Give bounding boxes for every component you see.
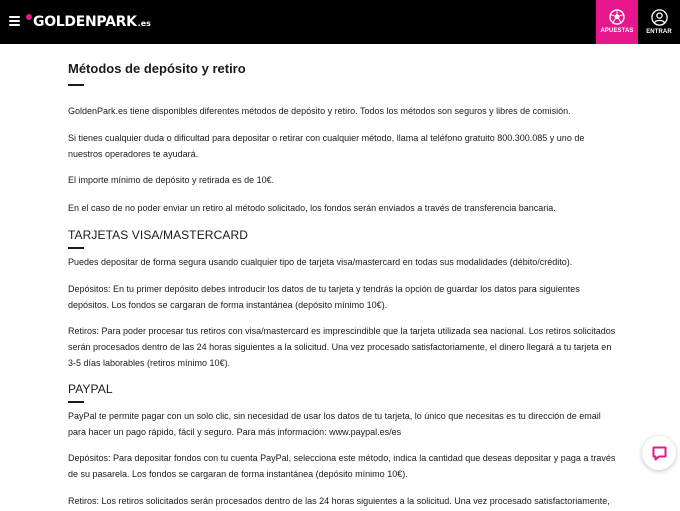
- menu-icon[interactable]: [9, 15, 21, 27]
- intro-paragraph: El importe mínimo de depósito y retirada es de 10€.: [68, 175, 275, 185]
- section-paragraph: Depósitos: Para depositar fondos con tu cuenta PayPal, selecciona este método, indica la cantidad que deseas depositar y paga a través de su pasarela. Los fondos se cargaran de forma instantánea (depósito mínimo 10€).: [68, 453, 616, 479]
- bets-label: APUESTAS: [600, 28, 634, 34]
- section-paragraph: Depósitos: En tu primer depósito debes introducir los datos de tu tarjeta y tendrás la opción de guardar los datos para siguientes depósitos. Los fondos se cargaran de forma instantánea (depósito mínimo 10€).: [68, 284, 580, 310]
- top-header: [0, 0, 680, 44]
- section-divider: [68, 401, 84, 403]
- soccer-ball-icon: [609, 9, 625, 25]
- user-icon: [651, 9, 668, 26]
- intro-paragraph: GoldenPark.es tiene disponibles diferentes métodos de depósito y retiro. Todos los métodos son seguros y libres de comisión.: [68, 106, 571, 116]
- logo-name: GOLDENPARK: [33, 14, 137, 30]
- section-paragraph: PayPal te permite pagar con un solo clic, sin necesidad de usar los datos de tu tarjeta, lo único que necesitas es tu dirección de email para hacer un pago rápido, fácil y seguro. Para más información: www.paypal.es/es: [68, 411, 601, 437]
- title-divider: [68, 84, 84, 86]
- chat-button[interactable]: [642, 436, 676, 470]
- section-paragraph: Retiros: Para poder procesar tus retiros con visa/mastercard es imprescindible que la tarjeta utilizada sea nacional. Los retiros solicitados serán procesados dentro de las 24 horas siguientes a la solicitud. Una vez procesado satisfactoriamente, el dinero llegará a tu tarjeta en 3-5 días laborables (retiros mínimo 10€).: [68, 326, 616, 368]
- logo-dot: [26, 14, 32, 20]
- login-label: ENTRAR: [646, 29, 672, 35]
- intro-paragraph: Si tienes cualquier duda o dificultad para depositar o retirar con cualquier método, llama al teléfono gratuito 800.300.085 y uno de nuestros operadores te ayudará.: [68, 133, 585, 159]
- section-paragraph: Retiros: Los retiros solicitados serán procesados dentro de las 24 horas siguientes a la solicitud. Una vez procesado satisfactoriamente,: [68, 496, 610, 506]
- chat-icon: [651, 445, 668, 462]
- intro-paragraph: En el caso de no poder enviar un retiro al método solicitado, los fondos serán enviados a través de transferencia bancaria.: [68, 203, 556, 213]
- section-heading-paypal: PAYPAL: [68, 382, 113, 396]
- logo-tld: .es: [137, 19, 151, 28]
- section-paragraph: Puedes depositar de forma segura usando cualquier tipo de tarjeta visa/mastercard en todas sus modalidades (débito/crédito).: [68, 257, 573, 267]
- section-heading-cards: TARJETAS VISA/MASTERCARD: [68, 228, 248, 242]
- section-divider: [68, 247, 84, 249]
- login-button[interactable]: [640, 0, 678, 44]
- page-title: Métodos de depósito y retiro: [68, 61, 246, 76]
- logo[interactable]: [26, 12, 151, 32]
- bets-button[interactable]: [596, 0, 638, 44]
